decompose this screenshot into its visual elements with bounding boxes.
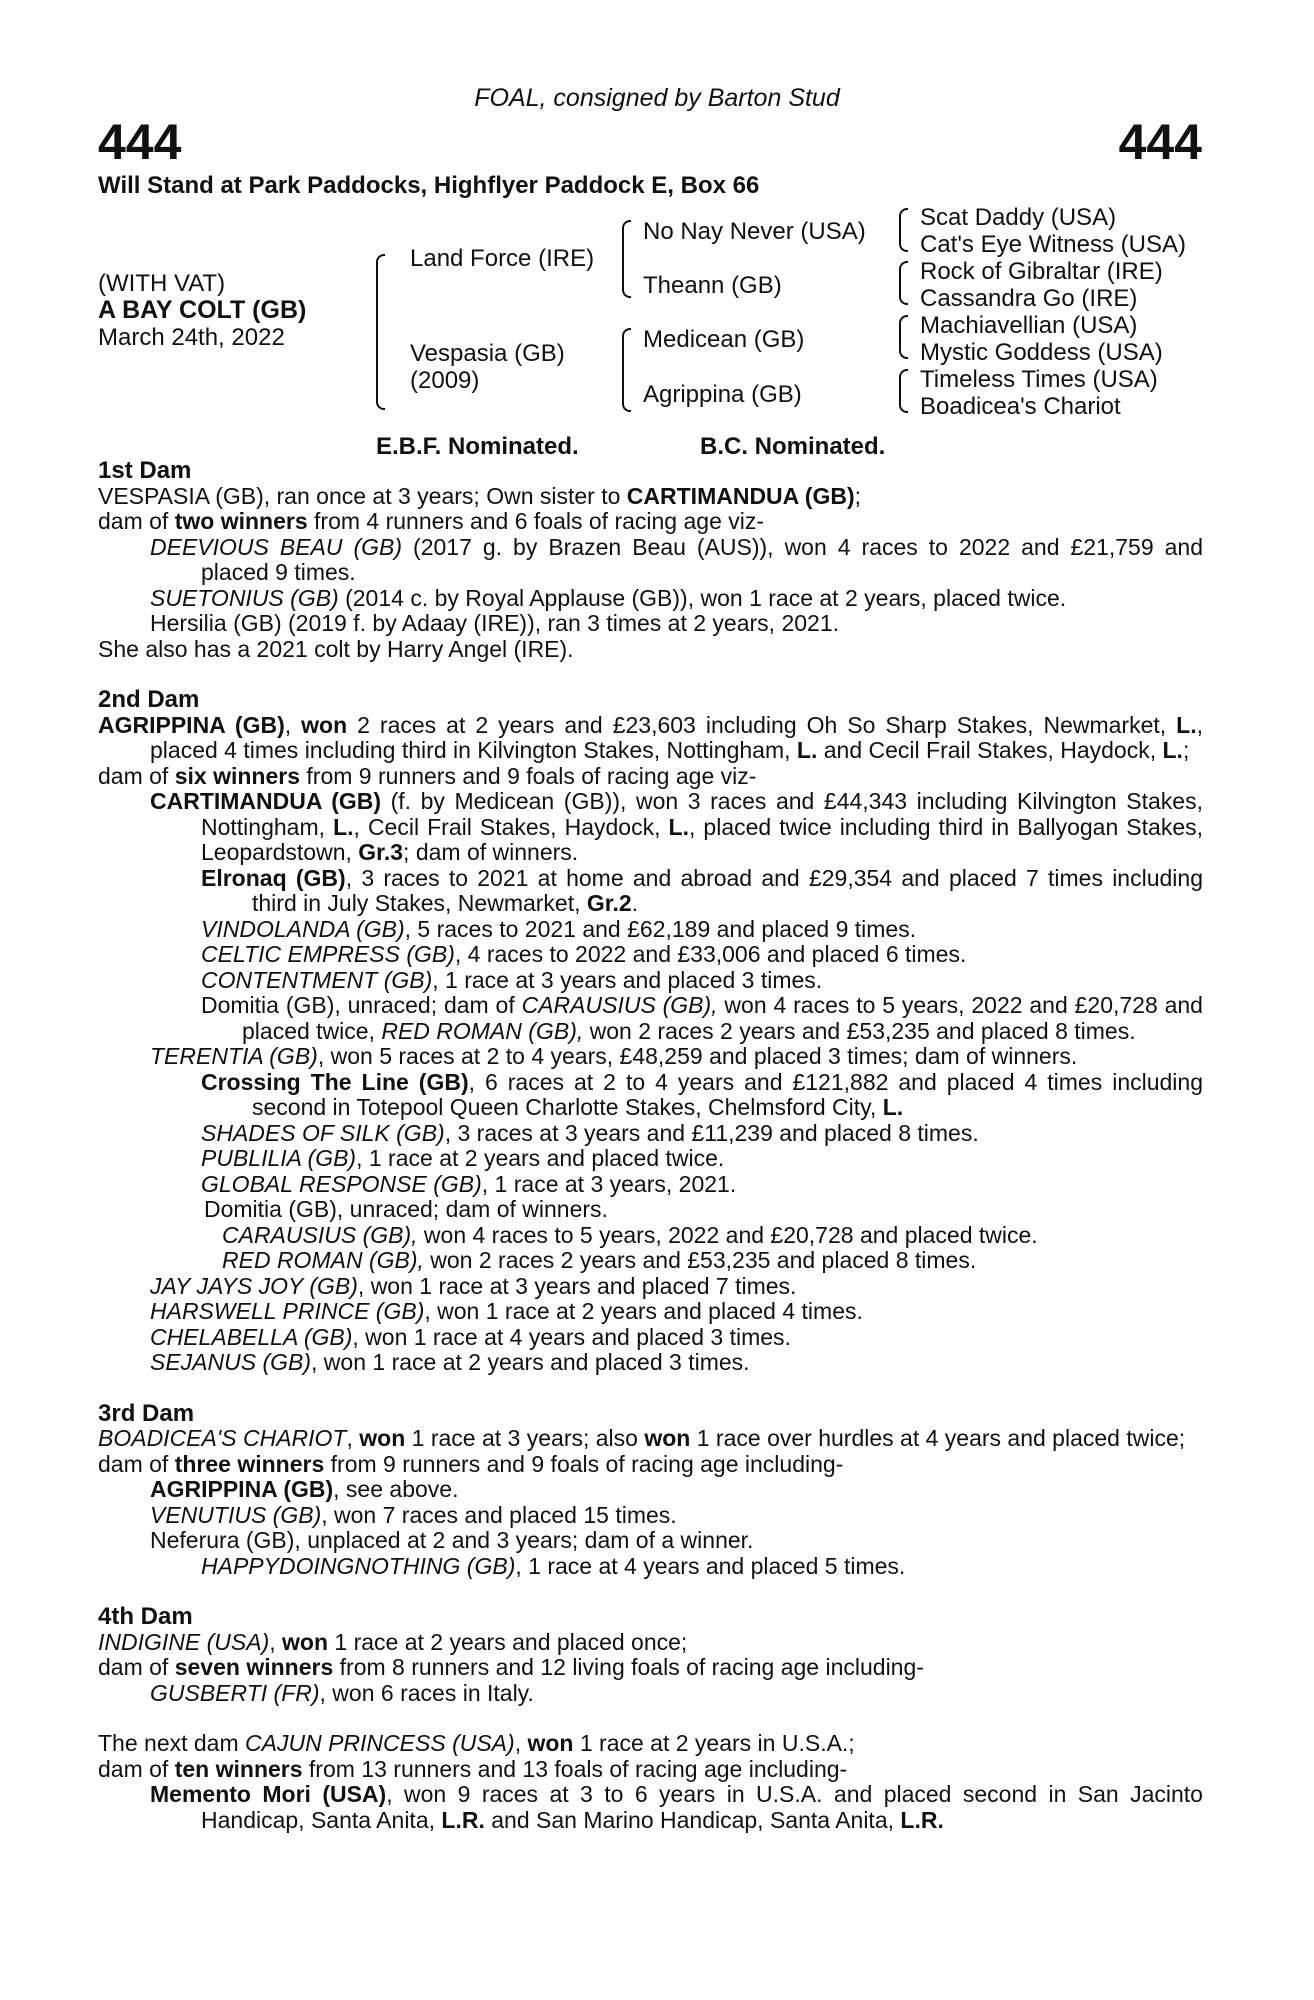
grand-produce-entry: Domitia (GB), unraced; dam of CARAUSIUS (GB), won 4 races to 5 years, 2022 and £20,728 and placed twice, RED ROMAN (GB), won 2 races 2 years and £53,235 and placed 8 times. [201, 992, 1203, 1044]
dam-line: INDIGINE (USA), won 1 race at 2 years and placed once; [98, 1628, 688, 1655]
dam-line: The next dam CAJUN PRINCESS (USA), won 1 race at 2 years in U.S.A.; [98, 1730, 855, 1756]
grand-produce-entry: Elronaq (GB), 3 races to 2021 at home and abroad and £29,354 and placed 7 times including third in July Stakes, Newmarket, Gr.2. [201, 864, 1203, 916]
grand-produce-entry: CELTIC EMPRESS (GB), 4 races to 2022 and £33,006 and placed 6 times. [201, 941, 967, 967]
section-heading: 1st Dam [98, 457, 192, 484]
section-2nd-dam [98, 687, 1203, 1376]
dam-line: AGRIPPINA (GB), won 2 races at 2 years and £23,603 including Oh So Sharp Stakes, Newmarket, L., placed 4 times including third in Kilvington Stakes, Nottingham, L. and Cecil Frail Stakes, Haydock, L.; [98, 711, 1203, 763]
produce-entry: AGRIPPINA (GB), see above. [150, 1476, 459, 1502]
brace-main [376, 254, 385, 410]
subject-name: A BAY COLT (GB) [98, 296, 307, 324]
dam-dam-dam: Boadicea's Chariot [920, 393, 1121, 420]
grand-produce-entry: GLOBAL RESPONSE (GB), 1 race at 3 years, 2021. [201, 1170, 737, 1197]
sire-dam-sire: Rock of Gibraltar (IRE) [920, 258, 1163, 285]
section-heading: 2nd Dam [98, 686, 200, 713]
dam-year: (2009) [410, 367, 480, 394]
consigned-line: FOAL, consigned by Barton Stud [474, 84, 840, 112]
brace-ds [899, 315, 908, 359]
produce-entry: CARTIMANDUA (GB) (f. by Medicean (GB)), won 3 races and £44,343 including Kilvington Stakes, Nottingham, L., Cecil Frail Stakes, Haydock, L., placed twice including third in Ballyogan Stakes, Leopardstown, Gr.3; dam of winners. [150, 788, 1204, 865]
produce-summary: dam of three winners from 9 runners and 9 foals of racing age including- [98, 1450, 844, 1477]
produce-entry: DEEVIOUS BEAU (GB) (2017 g. by Brazen Beau (AUS)), won 4 races to 2022 and £21,759 and placed 9 times. [150, 533, 1203, 585]
brace-ss [899, 208, 908, 252]
produce-entry: Memento Mori (USA), won 9 races at 3 to 6 years in U.S.A. and placed second in San Jacinto Handicap, Santa Anita, L.R. and San Marino Handicap, Santa Anita, L.R. [150, 1781, 1203, 1833]
section-heading: 4th Dam [98, 1603, 193, 1630]
produce-summary: dam of two winners from 4 runners and 6 foals of racing age viz- [98, 508, 765, 534]
produce-entry: VENUTIUS (GB), won 7 races and placed 15 times. [150, 1501, 677, 1528]
grand-produce-entry: Crossing The Line (GB), 6 races at 2 to 4 years and £121,882 and placed 4 times including second in Totepool Queen Charlotte Stakes, Chelmsford City, L. [201, 1068, 1203, 1120]
grand-produce-entry: SHADES OF SILK (GB), 3 races at 3 years and £11,239 and placed 8 times. [201, 1119, 979, 1146]
sire-dam: Theann (GB) [643, 272, 782, 299]
produce-entry: Neferura (GB), unplaced at 2 and 3 years; dam of a winner. [150, 1527, 754, 1553]
great-grand-produce-entry: RED ROMAN (GB), won 2 races 2 years and £53,235 and placed 8 times. [222, 1247, 977, 1273]
dam-sire: Medicean (GB) [643, 326, 805, 353]
section-3rd-dam [98, 1401, 1203, 1580]
subject-dob: March 24th, 2022 [98, 324, 285, 351]
ebf-nomination: E.B.F. Nominated. [376, 433, 579, 460]
catalogue-body [98, 458, 1203, 1833]
section-4th-dam [98, 1604, 1203, 1706]
dam-sire-sire: Machiavellian (USA) [920, 312, 1138, 339]
great-grand-produce-entry: CARAUSIUS (GB), won 4 races to 5 years, 2022 and £20,728 and placed twice. [222, 1221, 1038, 1248]
brace-sd [899, 261, 908, 305]
grand-produce-entry: VINDOLANDA (GB), 5 races to 2021 and £62,189 and placed 9 times. [201, 915, 917, 942]
brace-dd [899, 369, 908, 413]
grand-produce-entry: CONTENTMENT (GB), 1 race at 3 years and placed 3 times. [201, 966, 823, 993]
produce-entry: CHELABELLA (GB), won 1 race at 4 years and placed 3 times. [150, 1323, 791, 1350]
dam-sire-dam: Mystic Goddess (USA) [920, 339, 1163, 366]
brace-sire [622, 220, 631, 298]
sire-sire: No Nay Never (USA) [643, 218, 866, 245]
section-1st-dam [98, 458, 1203, 662]
produce-entry: HARSWELL PRINCE (GB), won 1 race at 2 years and placed 4 times. [150, 1298, 863, 1324]
sire-sire-dam: Cat's Eye Witness (USA) [920, 231, 1186, 258]
dam: Vespasia (GB) [410, 340, 565, 367]
produce-summary: dam of ten winners from 13 runners and 13 foals of racing age including- [98, 1755, 848, 1782]
grand-produce-entry: Domitia (GB), unraced; dam of winners. [204, 1196, 608, 1222]
grand-produce-entry: HAPPYDOINGNOTHING (GB), 1 race at 4 years and placed 5 times. [201, 1552, 906, 1579]
produce-entry: JAY JAYS JOY (GB), won 1 race at 3 years and placed 7 times. [150, 1272, 797, 1299]
produce-entry: TERENTIA (GB), won 5 races at 2 to 4 years, £48,259 and placed 3 times; dam of winners. [150, 1043, 1078, 1069]
dam-line: BOADICEA'S CHARIOT, won 1 race at 3 years; also won 1 race over hurdles at 4 years and placed twice; [98, 1425, 1186, 1451]
sire-sire-sire: Scat Daddy (USA) [920, 204, 1117, 231]
produce-entry: Hersilia (GB) (2019 f. by Adaay (IRE)), ran 3 times at 2 years, 2021. [150, 610, 840, 636]
dam-dam: Agrippina (GB) [643, 381, 802, 408]
sire: Land Force (IRE) [410, 245, 595, 272]
section-next-dam [98, 1731, 1203, 1833]
produce-entry: SUETONIUS (GB) (2014 c. by Royal Applause (GB)), won 1 race at 2 years, placed twice. [150, 584, 1067, 611]
dam-line: VESPASIA (GB), ran once at 3 years; Own sister to CARTIMANDUA (GB); [98, 482, 862, 509]
vat-note: (WITH VAT) [98, 270, 226, 297]
sire-dam-dam: Cassandra Go (IRE) [920, 285, 1138, 312]
lot-number-right: 444 [1118, 114, 1202, 170]
subject-block [98, 270, 306, 351]
produce-entry: SEJANUS (GB), won 1 race at 2 years and placed 3 times. [150, 1349, 750, 1375]
stand-location: Will Stand at Park Paddocks, Highflyer Paddock E, Box 66 [98, 172, 760, 199]
section-heading: 3rd Dam [98, 1399, 195, 1427]
lot-number-left: 444 [98, 114, 182, 170]
bc-nomination: B.C. Nominated. [700, 433, 886, 460]
grand-produce-entry: PUBLILIA (GB), 1 race at 2 years and placed twice. [201, 1145, 725, 1171]
brace-dam [622, 328, 631, 412]
dam-dam-sire: Timeless Times (USA) [920, 366, 1158, 393]
produce-entry: GUSBERTI (FR), won 6 races in Italy. [150, 1679, 534, 1706]
produce-summary: dam of six winners from 9 runners and 9 foals of racing age viz- [98, 762, 757, 789]
produce-note: She also has a 2021 colt by Harry Angel (IRE). [98, 635, 574, 662]
produce-summary: dam of seven winners from 8 runners and 12 living foals of racing age including- [98, 1654, 924, 1680]
